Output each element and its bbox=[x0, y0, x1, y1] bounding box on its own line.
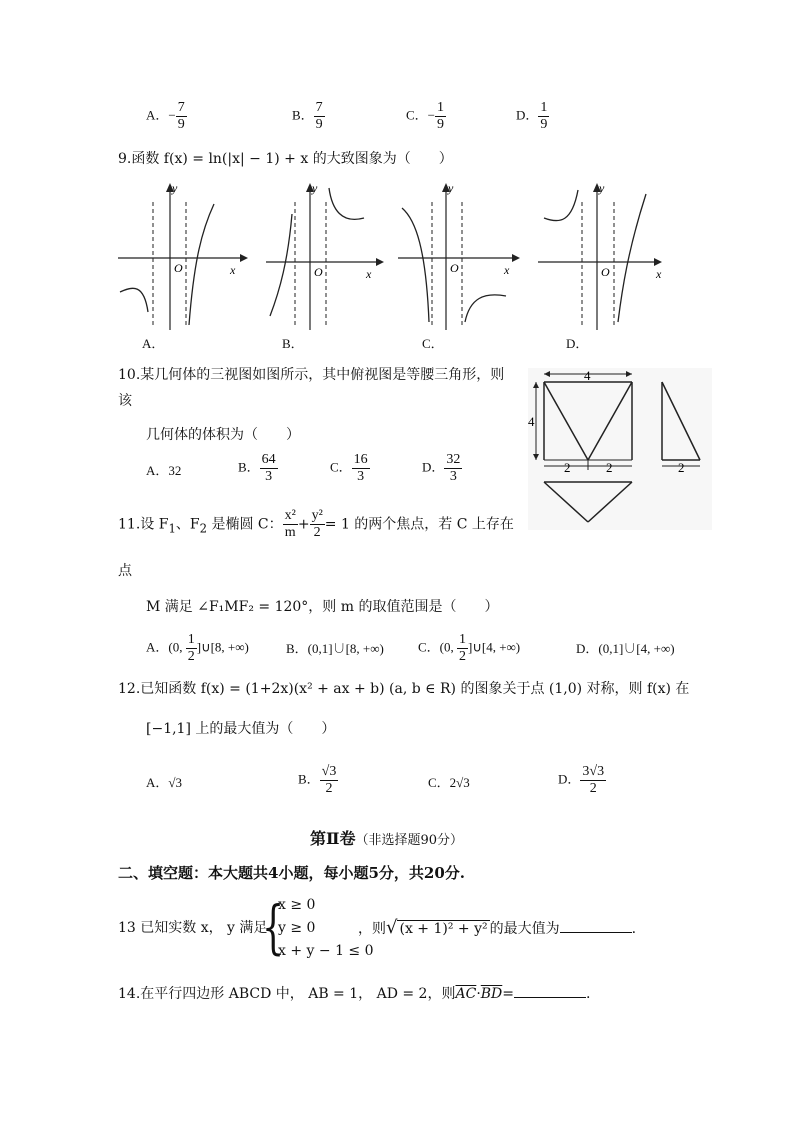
q11-option-a-post: ]∪[8, +∞) bbox=[196, 639, 249, 655]
q11-option-a-pre: (0, bbox=[168, 639, 186, 655]
q11-plus: + bbox=[297, 516, 310, 533]
side-dimension-label: 2 bbox=[678, 460, 685, 475]
q12-option-b-label: B． bbox=[298, 771, 320, 787]
q11-sub1: 1 bbox=[168, 521, 176, 536]
curve-right bbox=[465, 295, 506, 322]
q11-option-c-fraction bbox=[457, 632, 468, 665]
x-label: x bbox=[366, 267, 372, 281]
q11-frac1-num: x² bbox=[284, 508, 296, 523]
q11-frac1-den: m bbox=[284, 525, 296, 540]
q12-option-d bbox=[558, 764, 606, 797]
q14-eq: = bbox=[502, 986, 515, 1002]
q8-option-b-den: 9 bbox=[315, 117, 323, 132]
origin-label: O bbox=[601, 265, 610, 279]
q8-option-c-label: C． bbox=[406, 107, 428, 123]
q11-mid1: 、F bbox=[175, 516, 200, 533]
curve-right bbox=[189, 204, 214, 325]
q11-fraction-1 bbox=[283, 508, 298, 541]
curve-right bbox=[618, 194, 646, 322]
q9-graph-a bbox=[118, 180, 248, 330]
q14-answer-blank[interactable] bbox=[514, 985, 586, 998]
q12-stem-line1: 12.已知函数 f(x) = (1+2x)(x² + ax + b) (a, b ∈ R) 的图象关于点 (1,0) 对称，则 f(x) 在 bbox=[118, 681, 690, 697]
curve-right bbox=[329, 188, 364, 219]
part2-title: 第Ⅱ卷 bbox=[310, 829, 356, 848]
q8-option-d-fraction bbox=[538, 100, 549, 133]
q8-option-d bbox=[516, 100, 549, 133]
q8-option-c-num: 1 bbox=[437, 100, 445, 115]
q8-option-d-num: 1 bbox=[540, 100, 548, 115]
q10-option-a bbox=[146, 462, 181, 480]
q9-graph-c bbox=[398, 180, 523, 330]
q10-stem-line1: 10.某几何体的三视图如图所示，其中俯视图是等腰三角形，则 bbox=[118, 367, 505, 383]
q11-stem-line1 bbox=[118, 508, 514, 541]
q10-option-b bbox=[238, 452, 278, 485]
q13-post: 的最大值为 bbox=[489, 921, 560, 937]
x-arrow-icon bbox=[240, 254, 248, 262]
q8-option-b-label: B． bbox=[292, 107, 314, 123]
q8-option-d-label: D． bbox=[516, 107, 539, 123]
bottom-left-dimension-label: 2 bbox=[564, 460, 571, 475]
q11-option-a-den: 2 bbox=[187, 649, 195, 664]
q14-dot: · bbox=[476, 986, 481, 1002]
q14-vec2: $\overline{BD}$ bbox=[480, 986, 503, 1002]
x-arrow-icon bbox=[376, 258, 384, 266]
q8-option-b-fraction bbox=[314, 100, 325, 133]
q11-option-c-num: 1 bbox=[459, 632, 467, 647]
q11-option-a-fraction bbox=[186, 632, 197, 665]
q11-frac2-den: 2 bbox=[313, 525, 321, 540]
q12-option-b-num: √3 bbox=[321, 764, 337, 779]
q12-option-d-den: 2 bbox=[589, 781, 597, 796]
q13-pre: 13 已知实数 x， y 满足 bbox=[118, 920, 268, 936]
q8-option-b-num: 7 bbox=[315, 100, 323, 115]
q13-cond2: y ≥ 0 bbox=[278, 920, 316, 936]
q10-option-b-num: 64 bbox=[261, 452, 276, 467]
q8-option-a bbox=[146, 100, 187, 133]
q13-question bbox=[358, 919, 636, 938]
q10-option-b-den: 3 bbox=[265, 469, 273, 484]
curve-left bbox=[270, 214, 292, 316]
q11-option-d-label: D． bbox=[576, 641, 599, 656]
q12-option-d-num: 3√3 bbox=[582, 764, 605, 779]
q10-stem-line3: 几何体的体积为（ ） bbox=[146, 427, 300, 443]
q11-option-c-den: 2 bbox=[459, 649, 467, 664]
q12-option-d-fraction bbox=[580, 764, 606, 797]
section-heading: 二、填空题：本大题共4小题，每小题5分，共20分. bbox=[118, 864, 465, 882]
q10-option-d-num: 32 bbox=[446, 452, 461, 467]
q10-option-b-label: B． bbox=[238, 459, 260, 475]
y-label: y bbox=[172, 181, 178, 195]
q9-option-c: C． bbox=[422, 336, 444, 351]
q11-fraction-2 bbox=[310, 508, 325, 541]
q11-stem-line3: M 满足 ∠F₁MF₂ = 120°，则 m 的取值范围是（ ） bbox=[146, 599, 499, 615]
bottom-right-dimension-label: 2 bbox=[606, 460, 613, 475]
q11-option-c bbox=[418, 632, 520, 665]
q12-option-d-label: D． bbox=[558, 771, 581, 787]
q12-option-c-text: 2√3 bbox=[449, 775, 470, 790]
curve-left bbox=[402, 208, 429, 322]
q11-stem-line2: 点 bbox=[118, 563, 132, 579]
q13-end: . bbox=[631, 921, 637, 937]
q11-option-b-text: (0,1]∪[8, +∞) bbox=[307, 641, 384, 656]
q10-option-d-fraction bbox=[444, 452, 462, 485]
part2-heading bbox=[310, 826, 463, 849]
q12-option-a-text: √3 bbox=[168, 775, 183, 790]
q12-option-c bbox=[428, 774, 470, 792]
q12-stem-line2: [−1,1] 上的最大值为（ ） bbox=[146, 721, 336, 737]
q12-option-a bbox=[146, 774, 182, 792]
q10-option-b-fraction bbox=[260, 452, 278, 485]
q13-cond3: x + y − 1 ≤ 0 bbox=[278, 943, 374, 959]
top-dimension-label: 4 bbox=[584, 368, 591, 383]
q10-option-c-label: C． bbox=[330, 459, 352, 475]
q12-option-b-fraction bbox=[320, 764, 339, 797]
q9-graph-b bbox=[266, 180, 386, 330]
q11-option-d bbox=[576, 640, 675, 658]
q11-mid2: 是椭圆 C： bbox=[207, 516, 283, 533]
q11-pre: 11.设 F bbox=[118, 516, 169, 533]
y-label: y bbox=[312, 181, 318, 195]
q10-option-c-den: 3 bbox=[357, 469, 365, 484]
q9-option-d: D． bbox=[566, 336, 589, 351]
origin-label: O bbox=[174, 261, 183, 275]
curve-left bbox=[544, 190, 578, 221]
q12-option-b-den: 2 bbox=[325, 781, 333, 796]
q9-graph-d bbox=[538, 180, 666, 330]
q12-option-a-label: A． bbox=[146, 775, 169, 790]
q10-stem-line2: 该 bbox=[118, 393, 132, 409]
q8-option-a-fraction bbox=[176, 100, 187, 133]
q11-option-b bbox=[286, 640, 384, 658]
x-arrow-icon bbox=[512, 254, 520, 262]
origin-label: O bbox=[450, 261, 459, 275]
q10-option-c bbox=[330, 452, 370, 485]
q13-expr: (x + 1)² + y² bbox=[399, 921, 488, 937]
q14-pre: 14.在平行四边形 ABCD 中， AB = 1， AD = 2，则 bbox=[118, 986, 456, 1002]
origin-label: O bbox=[314, 265, 323, 279]
q8-option-c-fraction bbox=[435, 100, 446, 133]
q8-option-a-sign: − bbox=[168, 107, 176, 123]
q11-option-c-pre: (0, bbox=[439, 639, 458, 655]
x-label: x bbox=[656, 267, 662, 281]
q13-mid: ，则 bbox=[358, 921, 386, 937]
q14-vec1: $\overline{AC}$ bbox=[455, 986, 477, 1002]
q11-option-a-num: 1 bbox=[187, 632, 195, 647]
q8-option-b bbox=[292, 100, 325, 133]
q10-option-d-den: 3 bbox=[449, 469, 457, 484]
q11-option-a bbox=[146, 632, 249, 665]
q9-stem: 9.函数 f(x) = ln(|x| − 1) + x 的大致图象为（ ） bbox=[118, 151, 453, 167]
q11-post: = 1 的两个焦点，若 C 上存在 bbox=[324, 516, 514, 533]
curve-left bbox=[120, 288, 148, 312]
q10-option-c-fraction bbox=[352, 452, 370, 485]
q11-option-c-label: C． bbox=[418, 639, 440, 655]
q8-option-c bbox=[406, 100, 446, 133]
q8-option-a-num: 7 bbox=[177, 100, 185, 115]
q13-cond1: x ≥ 0 bbox=[278, 897, 316, 913]
sqrt-icon: √ bbox=[386, 917, 398, 938]
q10-option-d-label: D． bbox=[422, 459, 445, 475]
q10-option-a-value: 32 bbox=[168, 463, 182, 478]
q14-stem bbox=[118, 985, 590, 1003]
q11-option-c-post: ]∪[4, +∞) bbox=[468, 639, 521, 655]
q8-option-c-sign: − bbox=[427, 107, 436, 123]
q8-option-a-den: 9 bbox=[177, 117, 185, 132]
q10-three-view-figure bbox=[528, 368, 712, 530]
q11-frac2-num: y² bbox=[311, 508, 323, 523]
q13-answer-blank[interactable] bbox=[560, 920, 632, 933]
q9-option-a: A． bbox=[142, 336, 165, 351]
q8-option-a-label: A． bbox=[146, 107, 169, 123]
q10-option-c-num: 16 bbox=[353, 452, 368, 467]
x-label: x bbox=[230, 263, 236, 277]
x-arrow-icon bbox=[654, 258, 662, 266]
q13-brace: { bbox=[262, 893, 285, 961]
x-label: x bbox=[504, 263, 510, 277]
q11-option-d-text: (0,1]∪[4, +∞) bbox=[598, 641, 675, 656]
q8-option-d-den: 9 bbox=[540, 117, 548, 132]
q11-option-a-label: A． bbox=[146, 639, 169, 655]
q11-option-b-label: B． bbox=[286, 641, 308, 656]
q8-option-c-den: 9 bbox=[437, 117, 445, 132]
left-dimension-label: 4 bbox=[528, 414, 535, 429]
q12-option-b bbox=[298, 764, 338, 797]
q9-option-b: B． bbox=[282, 336, 304, 351]
y-label: y bbox=[599, 181, 605, 195]
q10-option-a-label: A． bbox=[146, 463, 169, 478]
q11-sub2: 2 bbox=[199, 521, 207, 536]
part2-note: （非选择题90分） bbox=[355, 833, 464, 848]
y-label: y bbox=[448, 181, 454, 195]
figure-background bbox=[528, 368, 712, 530]
q14-end: . bbox=[586, 986, 591, 1002]
q10-option-d bbox=[422, 452, 462, 485]
q12-option-c-label: C． bbox=[428, 775, 450, 790]
